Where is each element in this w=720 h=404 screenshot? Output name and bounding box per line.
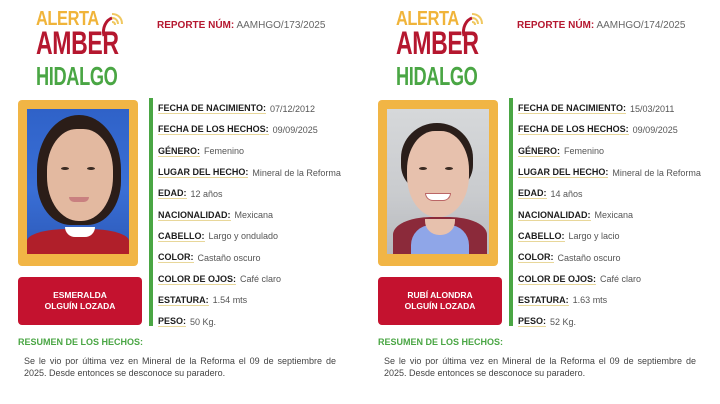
field-age: EDAD: 12 años — [158, 188, 223, 199]
summary-text: Se le vio por última vez en Mineral de la Reforma el 09 de septiembre de 2025. Desde entonces se desconoce su paradero. — [24, 356, 336, 378]
green-divider — [149, 98, 153, 326]
logo-amber: AMBER — [36, 25, 119, 61]
field-birthdate: FECHA DE NACIMIENTO: 15/03/2011 — [518, 103, 675, 114]
field-hair: CABELLO: Largo y ondulado — [158, 230, 279, 242]
field-hair: CABELLO: Largo y lacio — [518, 230, 620, 242]
field-eye-color: COLOR DE OJOS: Café claro — [158, 273, 282, 285]
field-incident-date: FECHA DE LOS HECHOS: 09/09/2025 — [158, 124, 318, 135]
report-label: REPORTE NÚM: — [517, 20, 595, 31]
photo-frame — [18, 100, 138, 266]
green-divider — [509, 98, 513, 326]
signal-waves-icon — [100, 10, 126, 38]
name-line-2: OLGUÍN LOZADA — [44, 301, 116, 311]
field-birthdate: FECHA DE NACIMIENTO: 07/12/2012 — [158, 103, 316, 114]
field-weight: PESO: 50 Kg. — [158, 316, 217, 327]
field-hair-color: COLOR: Castaño oscuro — [158, 252, 261, 263]
logo-hidalgo: HIDALGO — [36, 61, 118, 91]
logo-alerta: ALERTA — [396, 8, 459, 30]
field-incident-date: FECHA DE LOS HECHOS: 09/09/2025 — [518, 124, 678, 135]
name-line-1: RUBÍ ALONDRA — [407, 290, 473, 300]
signal-waves-icon — [460, 10, 486, 38]
alerta-amber-hidalgo-logo — [36, 8, 126, 90]
field-age: EDAD: 14 años — [518, 188, 583, 199]
name-line-1: ESMERALDA — [53, 290, 107, 300]
field-nationality: NACIONALIDAD: Mexicana — [158, 209, 274, 221]
field-location: LUGAR DEL HECHO: Mineral de la Reforma — [158, 167, 341, 178]
photo-frame — [378, 100, 498, 266]
field-height: ESTATURA: 1.54 mts — [158, 294, 248, 306]
missing-person-name — [18, 277, 142, 325]
field-location: LUGAR DEL HECHO: Mineral de la Reforma — [518, 167, 701, 178]
report-value: AAMHGO/174/2025 — [596, 20, 686, 31]
missing-person-name — [378, 277, 502, 325]
report-number — [157, 20, 325, 31]
summary-title: RESUMEN DE LOS HECHOS: — [378, 337, 504, 347]
missing-person-photo — [387, 109, 489, 254]
field-height: ESTATURA: 1.63 mts — [518, 294, 608, 306]
field-eye-color: COLOR DE OJOS: Café claro — [518, 273, 642, 285]
summary-text: Se le vio por última vez en Mineral de la Reforma el 09 de septiembre de 2025. Desde entonces se desconoce su paradero. — [384, 356, 696, 378]
name-line-2: OLGUÍN LOZADA — [404, 301, 476, 311]
field-hair-color: COLOR: Castaño oscuro — [518, 252, 621, 263]
summary-title: RESUMEN DE LOS HECHOS: — [18, 337, 144, 347]
logo-hidalgo: HIDALGO — [396, 61, 478, 91]
field-weight: PESO: 52 Kg. — [518, 316, 577, 327]
report-number — [517, 20, 685, 31]
details-list — [518, 98, 718, 332]
report-value: AAMHGO/173/2025 — [236, 20, 326, 31]
details-list — [158, 98, 358, 332]
amber-alert-poster-2 — [360, 0, 720, 404]
field-nationality: NACIONALIDAD: Mexicana — [518, 209, 634, 221]
missing-person-photo — [27, 109, 129, 254]
report-label: REPORTE NÚM: — [157, 20, 235, 31]
logo-amber: AMBER — [396, 25, 479, 61]
alerta-amber-hidalgo-logo — [396, 8, 486, 90]
field-gender: GÉNERO: Femenino — [158, 145, 245, 157]
field-gender: GÉNERO: Femenino — [518, 145, 605, 157]
logo-alerta: ALERTA — [36, 8, 99, 30]
